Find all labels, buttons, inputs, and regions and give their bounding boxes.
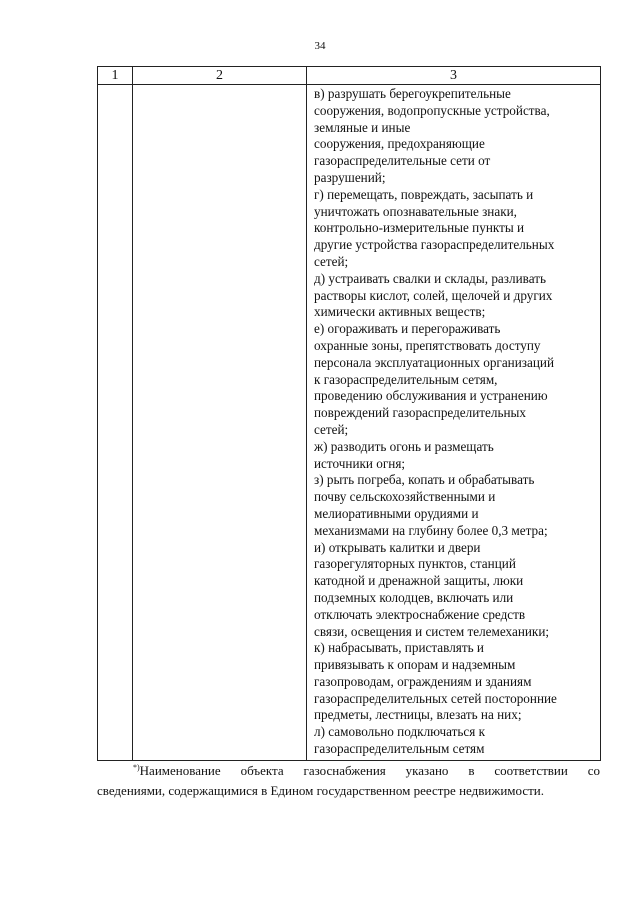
text-line: газораспределительных сетей посторонние	[314, 690, 557, 706]
text-line: персонала эксплуатационных организаций	[314, 354, 555, 370]
text-line: газораспределительным сетям	[314, 741, 485, 757]
text-line: газорегуляторных пунктов, станций	[314, 556, 516, 572]
text-line: химически активных веществ;	[314, 304, 486, 320]
text-line: источники огня;	[314, 455, 406, 471]
text-line: подземных колодцев, включать или	[314, 589, 514, 605]
text-line: предметы, лестницы, влезать на них;	[314, 707, 522, 723]
text-line: связи, освещения и систем телемеханики;	[314, 623, 550, 639]
cell-col-2	[133, 85, 307, 761]
text-line: сооружения, водопропускные устройства,	[314, 102, 550, 118]
header-col-3: 3	[307, 67, 601, 85]
table-header-row	[98, 67, 601, 85]
text-line: охранные зоны, препятствовать доступу	[314, 337, 541, 353]
text-line: сетей;	[314, 253, 349, 269]
text-line: уничтожать опознавательные знаки,	[314, 203, 517, 219]
text-line: земляные и иные	[314, 119, 411, 135]
text-line: и) открывать калитки и двери	[314, 539, 481, 555]
text-line: л) самовольно подключаться к	[314, 724, 486, 740]
table-row	[98, 85, 601, 761]
text-line: другие устройства газораспределительных	[314, 237, 555, 253]
text-line: газопроводам, ограждениям и зданиям	[314, 673, 532, 689]
text-line: газораспределительные сети от	[314, 153, 491, 169]
cell-col-1	[98, 85, 133, 761]
text-line: мелиоративными орудиями и	[314, 505, 479, 521]
footnote-marker: *)	[133, 763, 140, 772]
text-line: проведению обслуживания и устранению	[314, 388, 548, 404]
text-line: з) рыть погреба, копать и обрабатывать	[314, 472, 535, 488]
text-line: разрушений;	[314, 169, 386, 185]
text-line: отключать электроснабжение средств	[314, 606, 526, 622]
header-col-1: 1	[98, 67, 133, 85]
text-line: привязывать к опорам и надземным	[314, 657, 516, 673]
header-col-2: 2	[133, 67, 307, 85]
text-line: сетей;	[314, 421, 349, 437]
text-line: в) разрушать берегоукрепительные	[314, 86, 511, 101]
text-line: контрольно-измерительные пункты и	[314, 220, 525, 236]
text-line: е) огораживать и перегораживать	[314, 321, 501, 337]
text-line: к газораспределительным сетям,	[314, 371, 498, 387]
text-line: растворы кислот, солей, щелочей и других	[314, 287, 553, 303]
text-line: механизмами на глубину более 0,3 метра;	[314, 522, 548, 538]
text-line: повреждений газораспределительных	[314, 405, 527, 421]
footnote-text-1: Наименование объекта газоснабжения указано в соответствии со	[139, 763, 600, 778]
cell-col-3-text	[307, 85, 600, 760]
text-line: почву сельскохозяйственными и	[314, 489, 496, 505]
page-number: 34	[314, 40, 326, 52]
text-line: г) перемещать, повреждать, засыпать и	[314, 186, 534, 202]
text-line: катодной и дренажной защиты, люки	[314, 573, 524, 589]
text-line: ж) разводить огонь и размещать	[314, 438, 494, 454]
footnote-line-2: сведениями, содержащимися в Едином государственном реестре недвижимости.	[97, 783, 544, 798]
text-line: д) устраивать свалки и склады, разливать	[314, 270, 546, 286]
footnote	[97, 758, 600, 801]
document-table	[97, 66, 601, 761]
text-line: сооружения, предохраняющие	[314, 136, 485, 152]
text-line: к) набрасывать, приставлять и	[314, 640, 484, 656]
cell-col-3	[307, 85, 601, 761]
footnote-line-1	[97, 758, 600, 781]
